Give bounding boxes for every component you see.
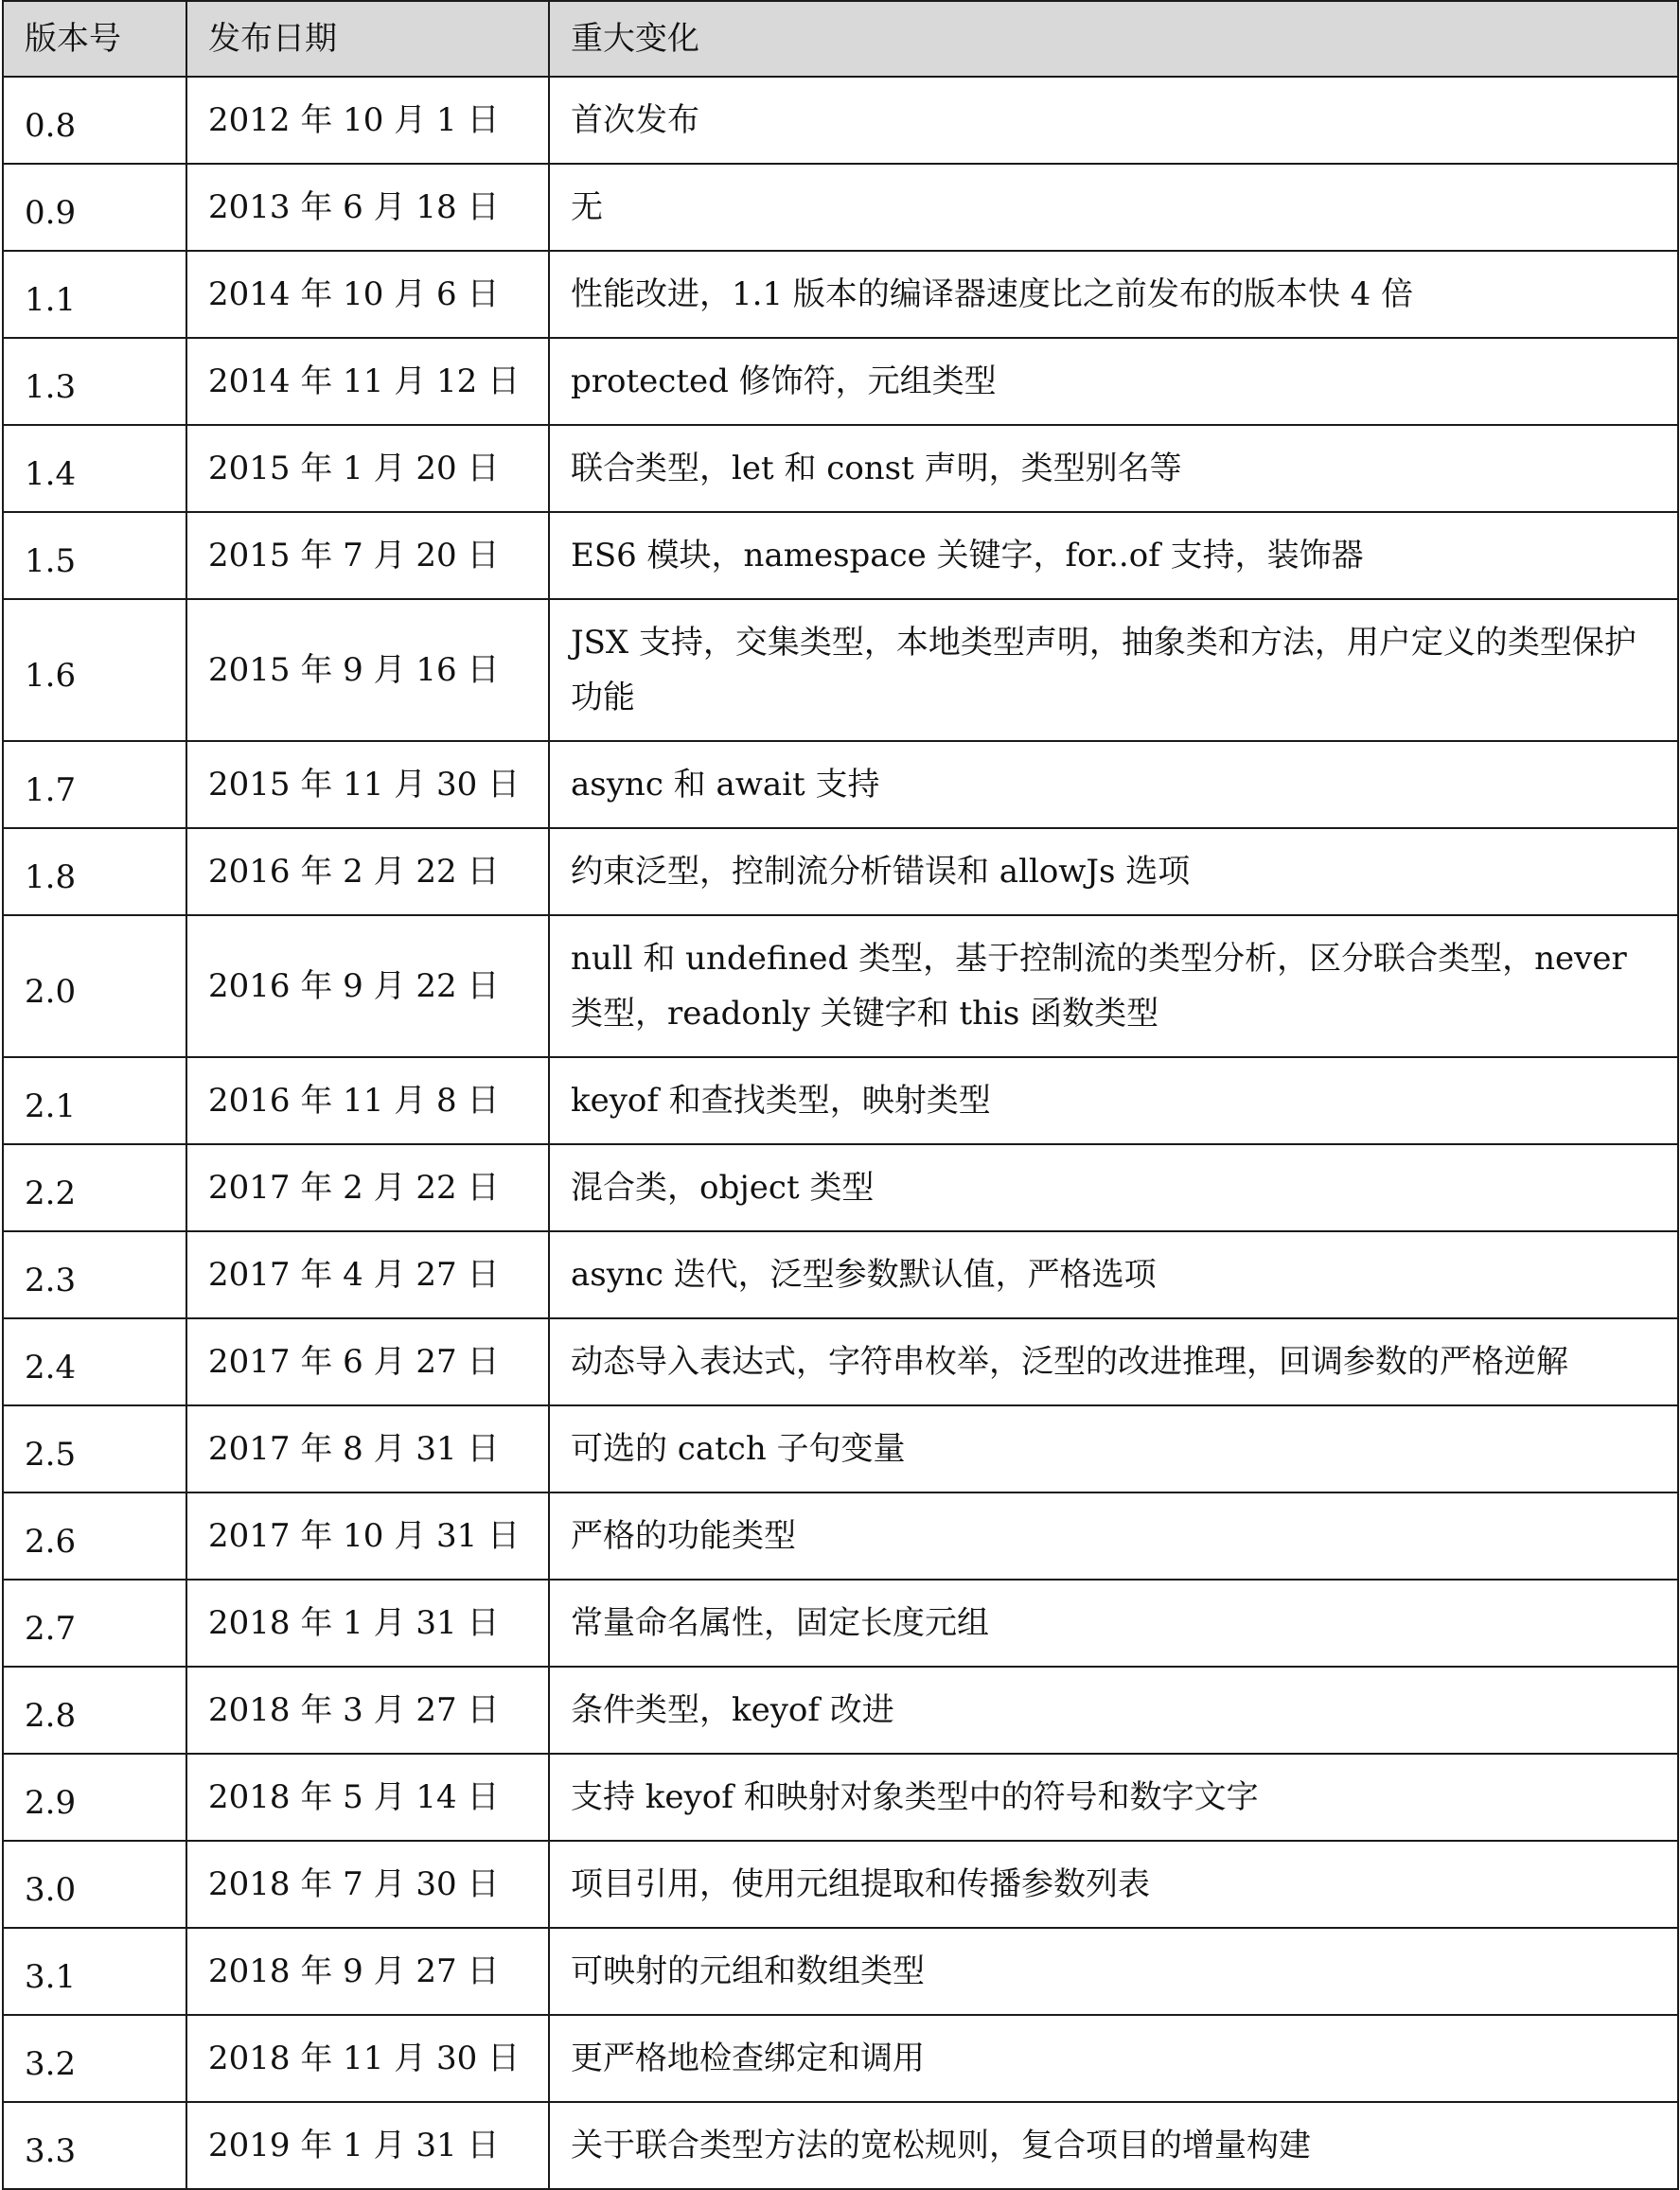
major-changes-cell: 首次发布: [549, 77, 1678, 164]
release-date-cell: 2018 年 7 月 30 日: [186, 1841, 549, 1928]
release-date-cell: 2015 年 1 月 20 日: [186, 425, 549, 512]
major-changes-cell: protected 修饰符，元组类型: [549, 338, 1678, 425]
version-cell: 2.3: [3, 1231, 186, 1318]
major-changes-cell: 项目引用，使用元组提取和传播参数列表: [549, 1841, 1678, 1928]
version-cell: 2.8: [3, 1667, 186, 1754]
table-row: [3, 1144, 1678, 1231]
table-row: [3, 828, 1678, 915]
release-date-cell: 2012 年 10 月 1 日: [186, 77, 549, 164]
release-date-cell: 2019 年 1 月 31 日: [186, 2102, 549, 2189]
major-changes-cell: async 和 await 支持: [549, 741, 1678, 828]
version-cell: 1.4: [3, 425, 186, 512]
release-date-cell: 2016 年 2 月 22 日: [186, 828, 549, 915]
release-date-cell: 2016 年 9 月 22 日: [186, 915, 549, 1057]
table-row: [3, 2102, 1678, 2189]
version-cell: 0.9: [3, 164, 186, 251]
release-date-cell: 2016 年 11 月 8 日: [186, 1057, 549, 1144]
header-changes: 重大变化: [549, 1, 1678, 77]
table-row: [3, 741, 1678, 828]
table-row: [3, 1231, 1678, 1318]
major-changes-cell: 可映射的元组和数组类型: [549, 1928, 1678, 2015]
version-cell: 2.9: [3, 1754, 186, 1841]
version-cell: 1.7: [3, 741, 186, 828]
table-row: [3, 1492, 1678, 1580]
major-changes-cell: null 和 undefined 类型，基于控制流的类型分析，区分联合类型，never 类型，readonly 关键字和 this 函数类型: [549, 915, 1678, 1057]
major-changes-cell: 关于联合类型方法的宽松规则，复合项目的增量构建: [549, 2102, 1678, 2189]
major-changes-cell: 性能改进，1.1 版本的编译器速度比之前发布的版本快 4 倍: [549, 251, 1678, 338]
major-changes-cell: keyof 和查找类型，映射类型: [549, 1057, 1678, 1144]
release-date-cell: 2018 年 11 月 30 日: [186, 2015, 549, 2102]
table-row: [3, 77, 1678, 164]
version-cell: 3.3: [3, 2102, 186, 2189]
release-date-cell: 2014 年 11 月 12 日: [186, 338, 549, 425]
version-cell: 2.1: [3, 1057, 186, 1144]
version-cell: 2.6: [3, 1492, 186, 1580]
major-changes-cell: 更严格地检查绑定和调用: [549, 2015, 1678, 2102]
table-row: [3, 1057, 1678, 1144]
release-date-cell: 2017 年 8 月 31 日: [186, 1405, 549, 1492]
version-cell: 3.0: [3, 1841, 186, 1928]
major-changes-cell: 动态导入表达式，字符串枚举，泛型的改进推理，回调参数的严格逆解: [549, 1318, 1678, 1405]
release-date-cell: 2015 年 9 月 16 日: [186, 599, 549, 741]
major-changes-cell: 常量命名属性，固定长度元组: [549, 1580, 1678, 1667]
version-cell: 3.2: [3, 2015, 186, 2102]
table-row: [3, 338, 1678, 425]
release-date-cell: 2017 年 4 月 27 日: [186, 1231, 549, 1318]
table-row: [3, 164, 1678, 251]
major-changes-cell: 无: [549, 164, 1678, 251]
version-cell: 3.1: [3, 1928, 186, 2015]
version-cell: 2.4: [3, 1318, 186, 1405]
release-date-cell: 2017 年 10 月 31 日: [186, 1492, 549, 1580]
release-date-cell: 2017 年 2 月 22 日: [186, 1144, 549, 1231]
major-changes-cell: 严格的功能类型: [549, 1492, 1678, 1580]
version-cell: 1.6: [3, 599, 186, 741]
table-row: [3, 2015, 1678, 2102]
release-date-cell: 2018 年 9 月 27 日: [186, 1928, 549, 2015]
version-cell: 2.0: [3, 915, 186, 1057]
table-row: [3, 915, 1678, 1057]
version-cell: 1.8: [3, 828, 186, 915]
major-changes-cell: 联合类型，let 和 const 声明，类型别名等: [549, 425, 1678, 512]
release-date-cell: 2018 年 3 月 27 日: [186, 1667, 549, 1754]
release-date-cell: 2015 年 7 月 20 日: [186, 512, 549, 599]
table-row: [3, 1667, 1678, 1754]
release-date-cell: 2013 年 6 月 18 日: [186, 164, 549, 251]
version-cell: 2.7: [3, 1580, 186, 1667]
major-changes-cell: async 迭代，泛型参数默认值，严格选项: [549, 1231, 1678, 1318]
release-date-cell: 2015 年 11 月 30 日: [186, 741, 549, 828]
major-changes-cell: ES6 模块，namespace 关键字，for..of 支持，装饰器: [549, 512, 1678, 599]
table-row: [3, 512, 1678, 599]
major-changes-cell: 混合类，object 类型: [549, 1144, 1678, 1231]
major-changes-cell: 可选的 catch 子句变量: [549, 1405, 1678, 1492]
version-cell: 2.2: [3, 1144, 186, 1231]
table-row: [3, 599, 1678, 741]
release-date-cell: 2018 年 5 月 14 日: [186, 1754, 549, 1841]
table-row: [3, 251, 1678, 338]
header-date: 发布日期: [186, 1, 549, 77]
version-cell: 1.5: [3, 512, 186, 599]
major-changes-cell: 条件类型，keyof 改进: [549, 1667, 1678, 1754]
table-row: [3, 425, 1678, 512]
release-date-cell: 2014 年 10 月 6 日: [186, 251, 549, 338]
version-cell: 0.8: [3, 77, 186, 164]
table-row: [3, 1754, 1678, 1841]
table-body: [3, 77, 1678, 2189]
table-row: [3, 1841, 1678, 1928]
major-changes-cell: JSX 支持，交集类型，本地类型声明，抽象类和方法，用户定义的类型保护功能: [549, 599, 1678, 741]
version-history-table-wrapper: [2, 0, 1677, 2190]
table-row: [3, 1318, 1678, 1405]
table-row: [3, 1405, 1678, 1492]
release-date-cell: 2017 年 6 月 27 日: [186, 1318, 549, 1405]
table-row: [3, 1580, 1678, 1667]
table-header-row: [3, 1, 1678, 77]
major-changes-cell: 约束泛型，控制流分析错误和 allowJs 选项: [549, 828, 1678, 915]
version-history-table: [2, 0, 1679, 2190]
version-cell: 1.1: [3, 251, 186, 338]
release-date-cell: 2018 年 1 月 31 日: [186, 1580, 549, 1667]
major-changes-cell: 支持 keyof 和映射对象类型中的符号和数字文字: [549, 1754, 1678, 1841]
version-cell: 2.5: [3, 1405, 186, 1492]
table-row: [3, 1928, 1678, 2015]
version-cell: 1.3: [3, 338, 186, 425]
header-version: 版本号: [3, 1, 186, 77]
